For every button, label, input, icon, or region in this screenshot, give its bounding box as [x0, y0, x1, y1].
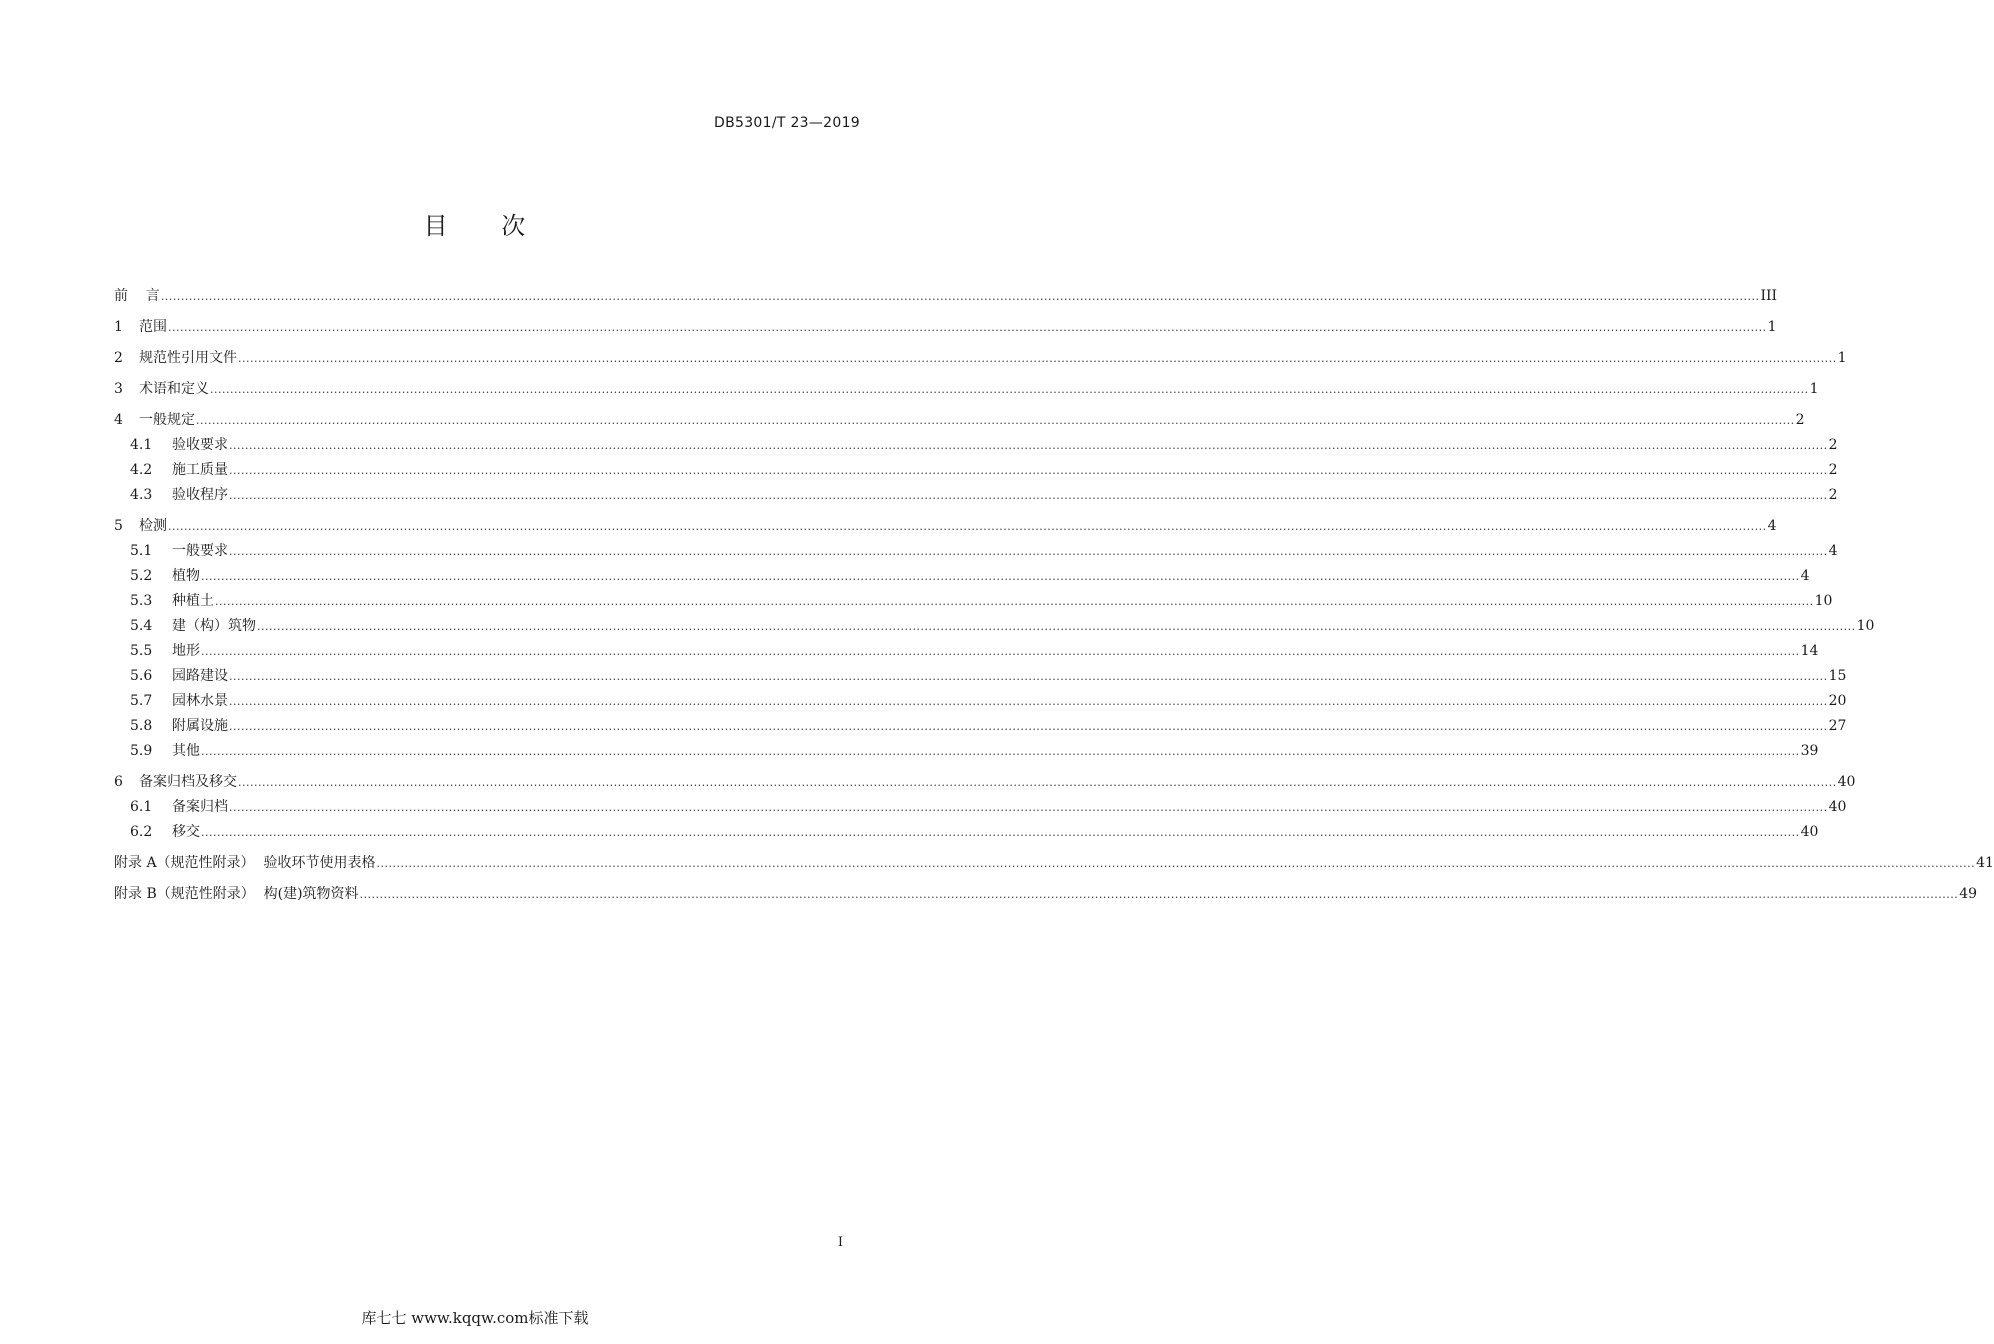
toc-leader-dots: ................................................................................................................................................................................................................................................................................................................................................................................................................ [201, 826, 1800, 839]
toc-entry-label: 建（构）筑物 [172, 618, 256, 634]
toc-entry-number: 5 [114, 518, 123, 534]
toc-leader-dots: ................................................................................................................................................................................................................................................................................................................................................................................................................ [201, 570, 1800, 583]
toc-entry-label: 种植土 [172, 593, 214, 609]
toc-entry-number: 5.1 [130, 543, 153, 559]
toc-entry-page: 10 [1856, 618, 1875, 634]
toc-entry-label: 验收程序 [172, 487, 228, 503]
toc-entry[interactable] [114, 346, 1847, 371]
toc-leader-dots: ................................................................................................................................................................................................................................................................................................................................................................................................................ [160, 290, 1760, 303]
toc-entry-page: 1 [1767, 319, 1777, 335]
toc-entry[interactable] [114, 377, 1819, 402]
toc-entry-label: 园林水景 [172, 693, 228, 709]
toc-entry-label: 一般要求 [172, 543, 228, 559]
toc-leader-dots: ................................................................................................................................................................................................................................................................................................................................................................................................................ [168, 321, 1767, 334]
toc-entry-number: 5.5 [130, 643, 153, 659]
toc-entry-label: 前 言 [114, 288, 160, 304]
toc-entry-label: 施工质量 [172, 462, 228, 478]
toc-entry-number: 5.9 [130, 743, 153, 759]
toc-entry[interactable] [114, 458, 1838, 483]
toc-leader-dots: ................................................................................................................................................................................................................................................................................................................................................................................................................ [229, 695, 1828, 708]
toc-entry-page: 2 [1828, 462, 1838, 478]
toc-entry[interactable] [114, 483, 1838, 508]
toc-leader-dots: ................................................................................................................................................................................................................................................................................................................................................................................................................ [168, 520, 1767, 533]
toc-entry[interactable] [114, 408, 1805, 433]
toc-entry-number: 5.8 [130, 718, 153, 734]
toc-entry-label: 地形 [172, 643, 200, 659]
toc-leader-dots: ................................................................................................................................................................................................................................................................................................................................................................................................................ [229, 439, 1828, 452]
toc-entry-page: 40 [1828, 799, 1847, 815]
toc-entry-page: 4 [1800, 568, 1810, 584]
toc-entry-label: 范围 [139, 319, 167, 335]
footer-watermark: 库七七 www.kqqw.com标准下载 [361, 1309, 589, 1327]
toc-leader-dots: ................................................................................................................................................................................................................................................................................................................................................................................................................ [196, 414, 1795, 427]
toc-entry-page: 1 [1837, 350, 1847, 366]
toc-entry-page: 2 [1828, 437, 1838, 453]
table-of-contents [114, 284, 1994, 907]
toc-entry[interactable] [114, 770, 1856, 795]
toc-entry-page: 49 [1959, 886, 1978, 902]
toc-leader-dots: ................................................................................................................................................................................................................................................................................................................................................................................................................ [238, 776, 1837, 789]
toc-entry-label: 附录 A（规范性附录） 验收环节使用表格 [114, 855, 376, 871]
toc-entry-page: 41 [1976, 855, 1994, 871]
page-number: I [837, 1235, 843, 1250]
toc-entry[interactable] [114, 739, 1819, 764]
toc-entry-page: 27 [1828, 718, 1847, 734]
toc-entry-page: 2 [1828, 487, 1838, 503]
toc-leader-dots: ................................................................................................................................................................................................................................................................................................................................................................................................................ [359, 888, 1959, 901]
toc-entry-page: 4 [1828, 543, 1838, 559]
page-title: 目 次 [423, 212, 527, 240]
toc-leader-dots: ................................................................................................................................................................................................................................................................................................................................................................................................................ [229, 489, 1828, 502]
toc-entry-number: 4.2 [130, 462, 153, 478]
toc-entry[interactable] [114, 714, 1847, 739]
toc-entry-number: 6.1 [130, 799, 153, 815]
toc-entry[interactable] [114, 795, 1847, 820]
toc-entry-number: 5.3 [130, 593, 153, 609]
toc-entry-label: 园路建设 [172, 668, 228, 684]
toc-leader-dots: ................................................................................................................................................................................................................................................................................................................................................................................................................ [229, 720, 1828, 733]
toc-entry[interactable] [114, 639, 1819, 664]
toc-entry-page: 1 [1809, 381, 1819, 397]
toc-entry[interactable] [114, 614, 1875, 639]
toc-entry-number: 6 [114, 774, 123, 790]
toc-leader-dots: ................................................................................................................................................................................................................................................................................................................................................................................................................ [238, 352, 1837, 365]
toc-entry[interactable] [114, 564, 1810, 589]
toc-entry-label: 检测 [139, 518, 167, 534]
toc-entry-label: 植物 [172, 568, 200, 584]
toc-entry-label: 验收要求 [172, 437, 228, 453]
toc-entry-number: 4 [114, 412, 123, 428]
toc-entry[interactable] [114, 689, 1847, 714]
toc-entry-number: 4.3 [130, 487, 153, 503]
toc-entry-page: III [1760, 288, 1778, 304]
toc-entry[interactable] [114, 820, 1819, 845]
toc-entry-page: 2 [1795, 412, 1805, 428]
toc-entry-number: 3 [114, 381, 123, 397]
toc-leader-dots: ................................................................................................................................................................................................................................................................................................................................................................................................................ [229, 670, 1828, 683]
toc-leader-dots: ................................................................................................................................................................................................................................................................................................................................................................................................................ [229, 545, 1828, 558]
toc-entry[interactable] [114, 882, 1978, 907]
toc-leader-dots: ................................................................................................................................................................................................................................................................................................................................................................................................................ [215, 595, 1814, 608]
document-code: DB5301/T 23—2019 [714, 115, 860, 131]
toc-entry-number: 2 [114, 350, 123, 366]
toc-entry-page: 4 [1767, 518, 1777, 534]
toc-leader-dots: ................................................................................................................................................................................................................................................................................................................................................................................................................ [210, 383, 1809, 396]
toc-entry[interactable] [114, 664, 1847, 689]
toc-leader-dots: ................................................................................................................................................................................................................................................................................................................................................................................................................ [229, 464, 1828, 477]
toc-entry-page: 39 [1800, 743, 1819, 759]
toc-entry-label: 术语和定义 [139, 381, 209, 397]
toc-entry-number: 6.2 [130, 824, 153, 840]
toc-entry-number: 5.7 [130, 693, 153, 709]
toc-entry-label: 备案归档及移交 [139, 774, 237, 790]
toc-entry-label: 移交 [172, 824, 200, 840]
toc-entry[interactable] [114, 315, 1777, 340]
toc-entry-number: 5.2 [130, 568, 153, 584]
toc-leader-dots: ................................................................................................................................................................................................................................................................................................................................................................................................................ [376, 857, 1976, 870]
toc-entry-label: 其他 [172, 743, 200, 759]
toc-entry-label: 一般规定 [139, 412, 195, 428]
toc-entry-page: 10 [1814, 593, 1833, 609]
toc-entry-number: 4.1 [130, 437, 153, 453]
toc-entry[interactable] [114, 514, 1777, 539]
toc-entry-label: 规范性引用文件 [139, 350, 237, 366]
toc-entry-page: 15 [1828, 668, 1847, 684]
toc-entry-page: 14 [1800, 643, 1819, 659]
toc-entry[interactable] [114, 851, 1994, 876]
toc-entry-page: 40 [1837, 774, 1856, 790]
toc-leader-dots: ................................................................................................................................................................................................................................................................................................................................................................................................................ [257, 620, 1856, 633]
toc-leader-dots: ................................................................................................................................................................................................................................................................................................................................................................................................................ [229, 801, 1828, 814]
toc-entry[interactable] [114, 539, 1838, 564]
toc-entry-page: 20 [1828, 693, 1847, 709]
toc-entry[interactable] [114, 433, 1838, 458]
toc-leader-dots: ................................................................................................................................................................................................................................................................................................................................................................................................................ [201, 645, 1800, 658]
toc-entry-label: 附属设施 [172, 718, 228, 734]
toc-entry[interactable] [114, 284, 1778, 309]
toc-entry-label: 附录 B（规范性附录） 构(建)筑物资料 [114, 886, 359, 902]
toc-leader-dots: ................................................................................................................................................................................................................................................................................................................................................................................................................ [201, 745, 1800, 758]
toc-entry-label: 备案归档 [172, 799, 228, 815]
toc-entry-number: 5.6 [130, 668, 153, 684]
toc-entry[interactable] [114, 589, 1833, 614]
toc-entry-number: 5.4 [130, 618, 153, 634]
toc-entry-page: 40 [1800, 824, 1819, 840]
toc-entry-number: 1 [114, 319, 123, 335]
